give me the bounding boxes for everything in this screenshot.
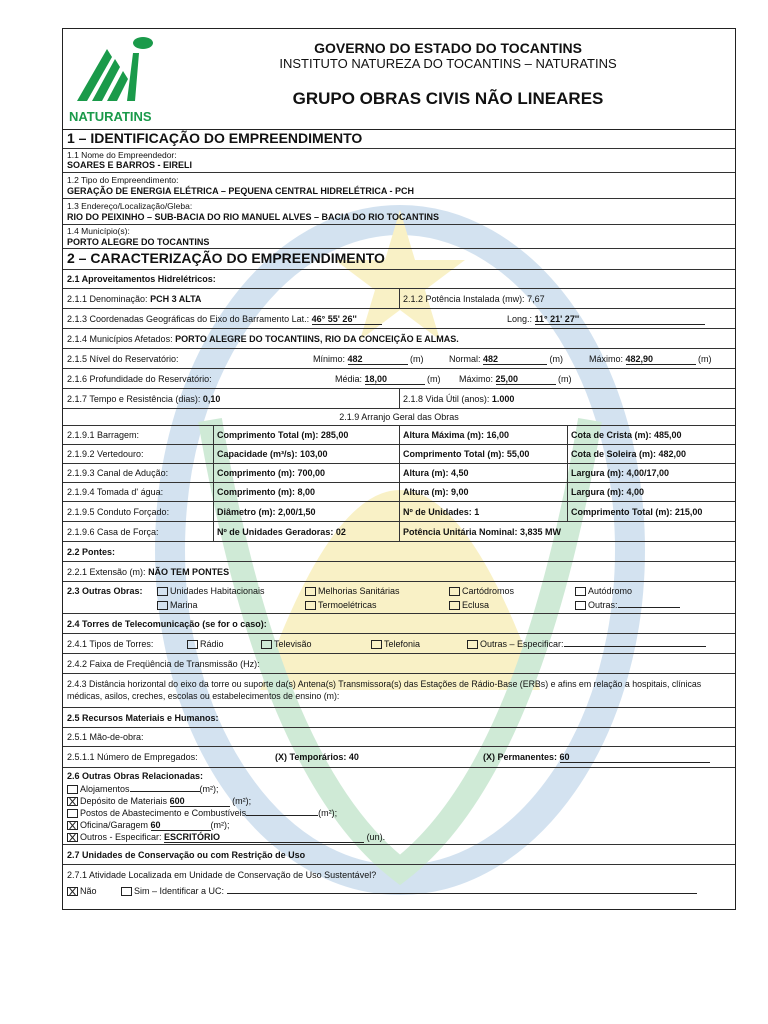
checkbox[interactable] <box>121 887 132 896</box>
cell: Comprimento Total (m): 215,00 <box>571 507 703 517</box>
row-label: 2.4.2 Faixa de Freqüência de Transmissão (Hz): <box>67 659 260 669</box>
field-value: SOARES E BARROS - EIRELI <box>67 160 193 170</box>
field-label: 1.4 Município(s): <box>67 226 130 236</box>
row-2-4 <box>63 614 735 634</box>
row-2-1-3 <box>63 309 735 329</box>
item-unit: (m²); <box>318 808 338 818</box>
row-2-3 <box>63 582 735 614</box>
longitude-value: 11° 21' 27'' <box>535 314 705 325</box>
checkbox[interactable] <box>67 785 78 794</box>
field-1-3 <box>63 199 735 225</box>
checkbox-checked[interactable] <box>67 887 78 896</box>
item-value[interactable]: 600 <box>170 796 230 807</box>
row-2-1-5 <box>63 349 735 369</box>
checkbox-checked[interactable] <box>67 821 78 830</box>
row-2-5-1-1 <box>63 747 735 768</box>
row-label: 2.1.2 Potência Instalada (mw): <box>403 294 525 304</box>
field-value: GERAÇÃO DE ENERGIA ELÉTRICA – PEQUENA CENTRAL HIDRELÉTRICA - PCH <box>67 186 415 196</box>
normal-label: Normal: <box>449 354 481 364</box>
row-label: 2.3 Outras Obras: <box>67 586 143 596</box>
cell: 2.1.9.2 Vertedouro: <box>67 449 144 459</box>
cell: Cota de Soleira (m): 482,00 <box>571 449 687 459</box>
row-2-6 <box>63 768 735 845</box>
checkbox-checked[interactable] <box>67 797 78 806</box>
option-no: Não <box>80 886 97 896</box>
option-label: Eclusa <box>462 600 490 610</box>
checkbox[interactable] <box>305 601 316 610</box>
item-unit: (m²); <box>232 796 252 806</box>
field-1-1 <box>63 149 735 173</box>
row-2-1-1 <box>63 289 735 309</box>
field-label: 1.2 Tipo do Empreendimento: <box>67 175 179 185</box>
row-2-5-1 <box>63 728 735 747</box>
row-value: PCH 3 ALTA <box>150 294 202 304</box>
cell: Capacidade (m³/s): 103,00 <box>217 449 328 459</box>
min-label: Mínimo: <box>313 354 346 364</box>
row-label: 2.7.1 Atividade Localizada em Unidade de Conservação de Uso Sustentável? <box>67 870 377 880</box>
field-value: PORTO ALEGRE DO TOCANTINS <box>67 237 210 247</box>
row-label: 2.4.1 Tipos de Torres: <box>67 639 154 649</box>
avg-label: Média: <box>335 374 363 384</box>
row-label: 2.1.6 Profundidade do Reservatório: <box>67 374 212 384</box>
arranjo-row <box>63 483 735 502</box>
row-label: 2.1.4 Municípios Afetados: <box>67 334 173 344</box>
row-2-4-1 <box>63 634 735 654</box>
item-label: Postos de Abastecimento e Combustíveis <box>80 808 247 818</box>
max-value: 25,00 <box>496 374 556 385</box>
option-label: Telefonia <box>384 639 421 649</box>
cell: Nº de Unidades: 1 <box>403 507 480 517</box>
item-value[interactable]: 60 <box>151 820 211 831</box>
cell: Largura (m): 4,00 <box>571 487 645 497</box>
cell: 2.1.9.3 Canal de Adução: <box>67 468 169 478</box>
option-label: Rádio <box>200 639 224 649</box>
row-label: 2.1.1 Denominação: <box>67 294 148 304</box>
item-label: Alojamentos <box>80 784 130 794</box>
row-label: 2.7 Unidades de Conservação ou com Restrição de Uso <box>67 850 306 860</box>
checkbox[interactable] <box>261 640 272 649</box>
max-label: Máximo: <box>459 374 494 384</box>
unit: (m) <box>427 374 441 384</box>
row-value: NÃO TEM PONTES <box>148 567 230 577</box>
item-unit: (m²); <box>199 784 219 794</box>
specify-input[interactable] <box>564 646 706 647</box>
form <box>62 28 736 910</box>
section-2-title: 2 – CARACTERIZAÇÃO DO EMPREENDIMENTO <box>63 249 735 270</box>
cell: Comprimento Total (m): 285,00 <box>217 430 349 440</box>
item-value[interactable] <box>246 815 318 816</box>
row-2-1-4 <box>63 329 735 349</box>
option-label: Marina <box>170 600 198 610</box>
cell: Altura (m): 4,50 <box>403 468 469 478</box>
row-2-1-7 <box>63 389 735 409</box>
option-label: Televisão <box>274 639 312 649</box>
cell: Cota de Crista (m): 485,00 <box>571 430 682 440</box>
cell: Comprimento (m): 8,00 <box>217 487 316 497</box>
field-label: 1.1 Nome do Empreendedor: <box>67 150 177 160</box>
row-label: 2.1.9 Arranjo Geral das Obras <box>339 412 459 422</box>
field-1-4 <box>63 225 735 249</box>
form-title: GRUPO OBRAS CIVIS NÃO LINEARES <box>292 89 604 108</box>
item-unit: (m²); <box>210 820 230 830</box>
institute-name: INSTITUTO NATUREZA DO TOCANTINS – NATURATINS <box>279 56 617 71</box>
cell: 2.1.9.5 Conduto Forçado: <box>67 507 170 517</box>
cell: 2.1.9.1 Barragem: <box>67 430 140 440</box>
row-label: 2.1.7 Tempo e Resistência (dias): <box>67 394 201 404</box>
min-value: 482 <box>348 354 408 365</box>
item-unit: (un). <box>366 832 386 842</box>
option-label: Outras – Especificar: <box>480 639 564 649</box>
unit: (m) <box>549 354 564 364</box>
arranjo-row <box>63 464 735 483</box>
checkbox[interactable] <box>575 587 586 596</box>
option-label: Termoelétricas <box>318 600 377 610</box>
cell: Largura (m): 4,00/17,00 <box>571 468 670 478</box>
row-label: 2.1.3 Coordenadas Geográficas do Eixo do Barramento Lat.: <box>67 314 310 324</box>
cell: Altura Máxima (m): 16,00 <box>403 430 510 440</box>
row-value: 1.000 <box>491 394 515 404</box>
checkbox-checked[interactable] <box>67 833 78 842</box>
row-label: Long.: <box>507 314 533 324</box>
cell: 2.1.9.4 Tomada d' água: <box>67 487 164 497</box>
row-2-7-1 <box>63 865 735 910</box>
cell: Nº de Unidades Geradoras: 02 <box>217 527 346 537</box>
option-label: Outras: <box>588 600 618 610</box>
field-label: 1.3 Endereço/Localização/Gleba: <box>67 201 193 211</box>
avg-value: 18,00 <box>365 374 425 385</box>
temporary-workers: (X) Temporários: 40 <box>275 752 359 762</box>
field-value: RIO DO PEIXINHO – SUB-BACIA DO RIO MANUEL ALVES – BACIA DO RIO TOCANTINS <box>67 212 440 222</box>
normal-value: 482 <box>483 354 547 365</box>
cell: Altura (m): 9,00 <box>403 487 469 497</box>
item-value[interactable]: ESCRITÓRIO <box>164 832 364 843</box>
row-2-1-6 <box>63 369 735 389</box>
header <box>63 29 735 130</box>
row-label: 2.2 Pontes: <box>67 547 116 557</box>
row-label: 2.4.3 Distância horizontal do eixo da torre ou suporte da(s) Antena(s) Transmissora(s) das Estações de Rádio-Base (ERBs) e afins em relação a hospitais, clínicas médicas, asilos, creches, escolas ou estabelecimentos de ensino (m): <box>67 679 702 701</box>
option-label: Melhorias Sanitárias <box>318 586 400 596</box>
row-2-1-9 <box>63 409 735 426</box>
max-value: 482,90 <box>626 354 696 365</box>
row-2-2-1 <box>63 562 735 582</box>
row-2-5 <box>63 708 735 728</box>
row-label: 2.5.1.1 Número de Empregados: <box>67 752 198 762</box>
arranjo-row <box>63 445 735 464</box>
section-1-title: 1 – IDENTIFICAÇÃO DO EMPREENDIMENTO <box>63 129 735 149</box>
unit: (m) <box>410 354 424 364</box>
permanent-value: 60 <box>560 752 710 763</box>
checkbox[interactable] <box>187 640 198 649</box>
row-value: PORTO ALEGRE DO TOCANTIINS, RIO DA CONCEIÇÃO E ALMAS. <box>175 334 459 344</box>
item-value[interactable] <box>130 791 200 792</box>
item-label: Oficina/Garagem <box>80 820 149 830</box>
row-2-4-2 <box>63 654 735 674</box>
cell: 2.1.9.6 Casa de Força: <box>67 527 159 537</box>
option-label: Unidades Habitacionais <box>170 586 265 596</box>
latitude-value: 46° 55' 26'' <box>312 314 382 325</box>
row-2-4-3 <box>63 674 735 708</box>
org-name: GOVERNO DO ESTADO DO TOCANTINS <box>314 40 582 56</box>
row-value: 7,67 <box>527 294 545 304</box>
unit: (m) <box>698 354 712 364</box>
permanent-label: (X) Permanentes: <box>483 752 558 762</box>
arranjo-row <box>63 426 735 445</box>
row-label: 2.2.1 Extensão (m): <box>67 567 146 577</box>
option-label: Autódromo <box>588 586 633 596</box>
checkbox[interactable] <box>67 809 78 818</box>
row-2-7 <box>63 845 735 865</box>
row-label: 2.4 Torres de Telecomunicação (se for o caso): <box>67 619 267 629</box>
arranjo-row <box>63 502 735 522</box>
checkbox[interactable] <box>157 587 168 596</box>
other-input[interactable] <box>618 607 680 608</box>
logo-text: NATURATINS <box>69 109 152 124</box>
row-label: 2.6 Outras Obras Relacionadas: <box>67 771 204 781</box>
checkbox[interactable] <box>305 587 316 596</box>
row-label: 2.1.5 Nível do Reservatório: <box>67 354 179 364</box>
cell: Potência Unitária Nominal: 3,835 MW <box>403 527 562 537</box>
checkbox[interactable] <box>449 601 460 610</box>
item-label: Depósito de Materiais <box>80 796 168 806</box>
row-2-1 <box>63 270 735 289</box>
checkbox[interactable] <box>449 587 460 596</box>
field-1-2 <box>63 173 735 199</box>
row-label: 2.1 Aproveitamentos Hidrelétricos: <box>67 274 216 284</box>
row-label: 2.1.8 Vida Útil (anos): <box>403 394 490 404</box>
item-label: Outros - Especificar: <box>80 832 162 842</box>
arranjo-row <box>63 522 735 542</box>
checkbox[interactable] <box>157 601 168 610</box>
checkbox[interactable] <box>371 640 382 649</box>
checkbox[interactable] <box>467 640 478 649</box>
cell: Comprimento (m): 700,00 <box>217 468 326 478</box>
row-2-2 <box>63 542 735 562</box>
uc-input[interactable] <box>227 893 697 894</box>
cell: Diâmetro (m): 2,00/1,50 <box>217 507 316 517</box>
row-label: 2.5 Recursos Materiais e Humanos: <box>67 713 219 723</box>
cell: Comprimento Total (m): 55,00 <box>403 449 530 459</box>
option-yes: Sim – Identificar a UC: <box>134 886 225 896</box>
option-label: Cartódromos <box>462 586 515 596</box>
row-label: 2.5.1 Mão-de-obra: <box>67 732 144 742</box>
max-label: Máximo: <box>589 354 624 364</box>
row-value: 0,10 <box>202 394 221 404</box>
checkbox[interactable] <box>575 601 586 610</box>
unit: (m) <box>558 374 572 384</box>
